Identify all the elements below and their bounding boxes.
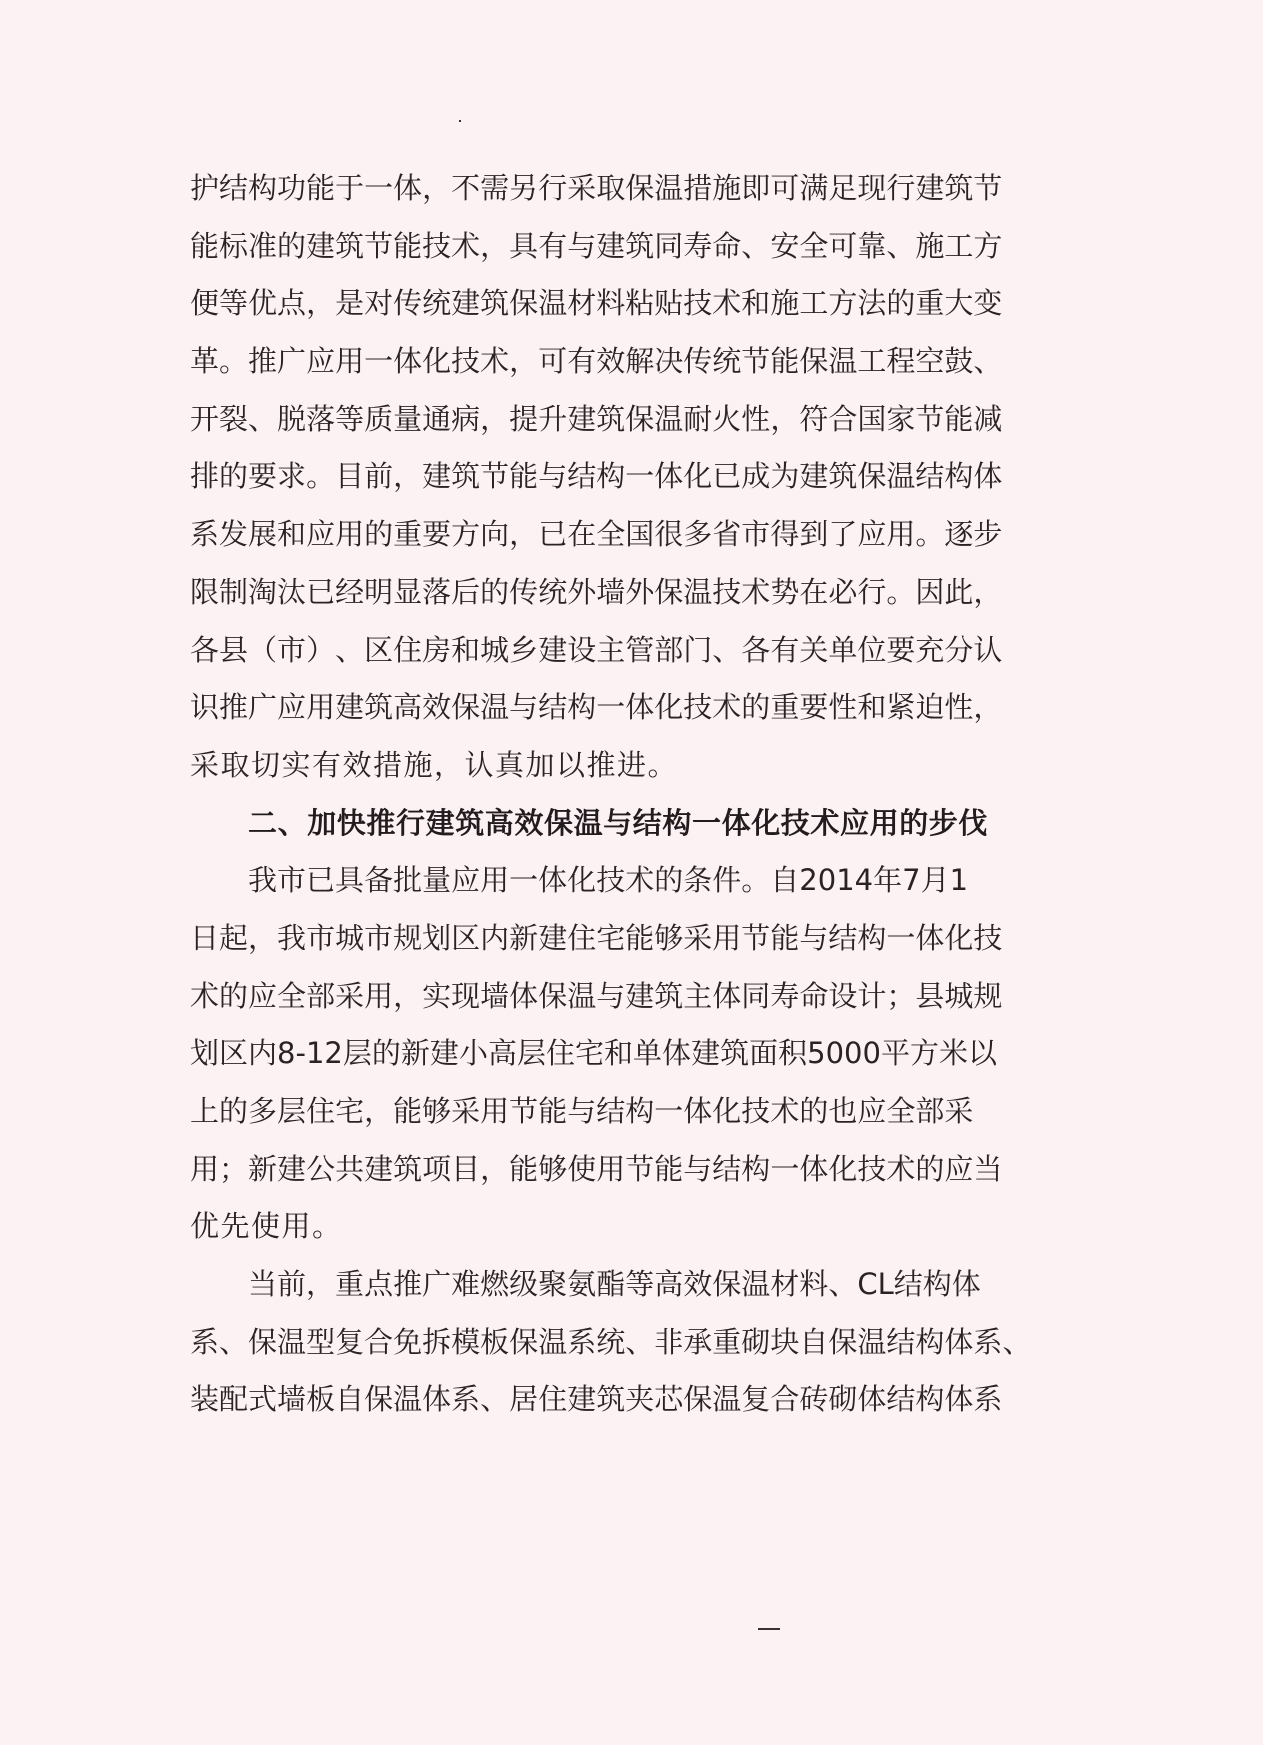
paragraph-first-line: 当 前 ， 重 点 推 广 难 燃 级 聚 氨 酯 等 高 效 保 温 材 料 、 CL 结 构 体 (248, 1267, 981, 1302)
text-line: 系 发 展 和 应 用 的 重 要 方 向 ， 已 在 全 国 很 多 省 市 得 到 了 应 用 。 逐 步 (190, 517, 1003, 552)
text-line: 上 的 多 层 住 宅 ， 能 够 采 用 节 能 与 结 构 一 体 化 技 术 的 也 应 全 部 采 (190, 1094, 974, 1128)
paragraph-end-line: 优先使用。 (190, 1209, 343, 1244)
text-line: 装 配 式 墙 板 自 保 温 体 系 、 居 住 建 筑 夹 芯 保 温 复 合 砖 砌 体 结 构 体 系 (190, 1382, 1003, 1417)
text-line: 术 的 应 全 部 采 用 ， 实 现 墙 体 保 温 与 建 筑 主 体 同 寿 命 设 计 ； 县 城 规 (190, 978, 1003, 1013)
paragraph-first-line: 我 市 已 具 备 批 量 应 用 一 体 化 技 术 的 条 件 。 自 2014 年 7 月 1 (248, 863, 969, 898)
text-line: 用 ； 新 建 公 共 建 筑 项 目 ， 能 够 使 用 节 能 与 结 构 一 体 化 技 术 的 应 当 (190, 1151, 1003, 1186)
section-heading: 二、加快推行建筑高效保温与结构一体化技术应用的步伐 (248, 805, 989, 840)
text-line: 日 起 ， 我 市 城 市 规 划 区 内 新 建 住 宅 能 够 采 用 节 能 与 结 构 一 体 化 技 (190, 920, 1003, 955)
text-line: 便 等 优 点 ， 是 对 传 统 建 筑 保 温 材 料 粘 贴 技 术 和 施 工 方 法 的 重 大 变 (190, 286, 1003, 321)
text-line: 各 县 （ 市 ） 、 区 住 房 和 城 乡 建 设 主 管 部 门 、 各 有 关 单 位 要 充 分 认 (190, 632, 1003, 667)
text-line: 能 标 准 的 建 筑 节 能 技 术 ， 具 有 与 建 筑 同 寿 命 、 安 全 可 靠 、 施 工 方 (190, 228, 1003, 263)
paragraph-end-line: 采取切实有效措施，认真加以推进。 (190, 747, 679, 782)
text-line: 限 制 淘 汰 已 经 明 显 落 后 的 传 统 外 墙 外 保 温 技 术 势 在 必 行 。 因 此 ， (190, 574, 1003, 609)
text-line: 系 、 保 温 型 复 合 免 拆 模 板 保 温 系 统 、 非 承 重 砌 块 自 保 温 结 构 体 系 、 (190, 1324, 1032, 1359)
scan-speck (459, 120, 461, 122)
text-line: 开 裂 、 脱 落 等 质 量 通 病 ， 提 升 建 筑 保 温 耐 火 性 ， 符 合 国 家 节 能 减 (190, 401, 1003, 436)
page-footer-dash (758, 1628, 780, 1630)
text-line: 划 区 内 8-12 层 的 新 建 小 高 层 住 宅 和 单 体 建 筑 面 积 5000 平 方 米 以 (190, 1036, 997, 1071)
document-body (190, 163, 1032, 1432)
text-line: 革 。 推 广 应 用 一 体 化 技 术 ， 可 有 效 解 决 传 统 节 能 保 温 工 程 空 鼓 、 (190, 344, 1003, 379)
text-line: 护 结 构 功 能 于 一 体 ， 不 需 另 行 采 取 保 温 措 施 即 可 满 足 现 行 建 筑 节 (190, 171, 1003, 205)
text-line: 识 推 广 应 用 建 筑 高 效 保 温 与 结 构 一 体 化 技 术 的 重 要 性 和 紧 迫 性 ， (190, 690, 1003, 725)
text-line: 排 的 要 求 。 目 前 ， 建 筑 节 能 与 结 构 一 体 化 已 成 为 建 筑 保 温 结 构 体 (190, 459, 1003, 494)
